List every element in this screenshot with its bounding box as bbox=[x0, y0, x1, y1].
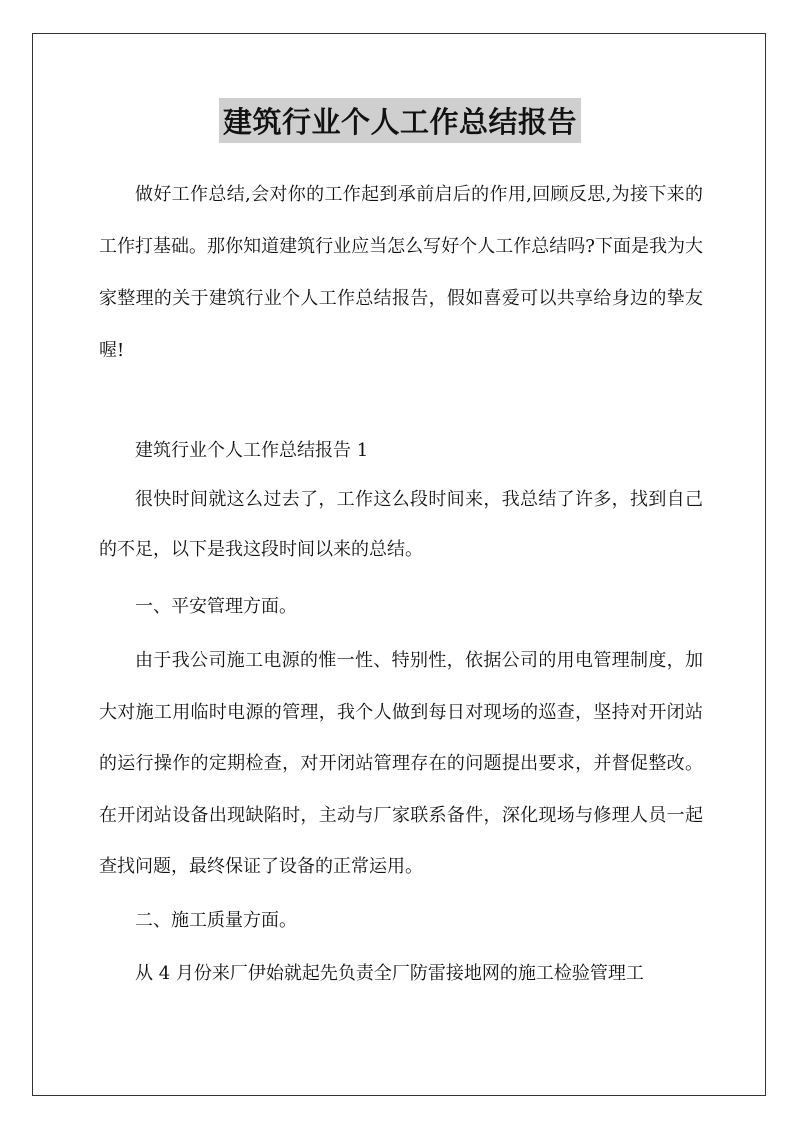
title-container bbox=[33, 98, 767, 143]
document-page bbox=[32, 33, 766, 1096]
body-paragraph: 由于我公司施工电源的惟一性、特别性，依据公司的用电管理制度，加大对施工用临时电源的管理，我个人做到每日对现场的巡查，坚持对开闭站的运行操作的定期检查，对开闭站管理存在的问题提出要求，并督促整改。在开闭站设备出现缺陷时，主动与厂家联系备件，深化现场与修理人员一起查找问题，最终保证了设备的正常运用。 bbox=[99, 650, 703, 877]
section-heading: 建筑行业个人工作总结报告 1 bbox=[135, 440, 369, 461]
subheading-quality: 二、施工质量方面。 bbox=[135, 910, 297, 931]
document-title: 建筑行业个人工作总结报告 bbox=[219, 98, 581, 143]
body-paragraph: 从 4 月份来厂伊始就起先负责全厂防雷接地网的施工检验管理工 bbox=[135, 963, 644, 984]
intro-paragraph: 做好工作总结,会对你的工作起到承前启后的作用,回顾反思,为接下来的工作打基础。那你知道建筑行业应当怎么写好个人工作总结吗?下面是我为大家整理的关于建筑行业个人工作总结报告，假如喜爱可以共享给身边的挚友喔! bbox=[99, 184, 703, 361]
subheading-safety: 一、平安管理方面。 bbox=[135, 596, 297, 617]
body-paragraph: 很快时间就这么过去了，工作这么段时间来，我总结了许多，找到自己的不足，以下是我这段时间以来的总结。 bbox=[99, 489, 703, 560]
